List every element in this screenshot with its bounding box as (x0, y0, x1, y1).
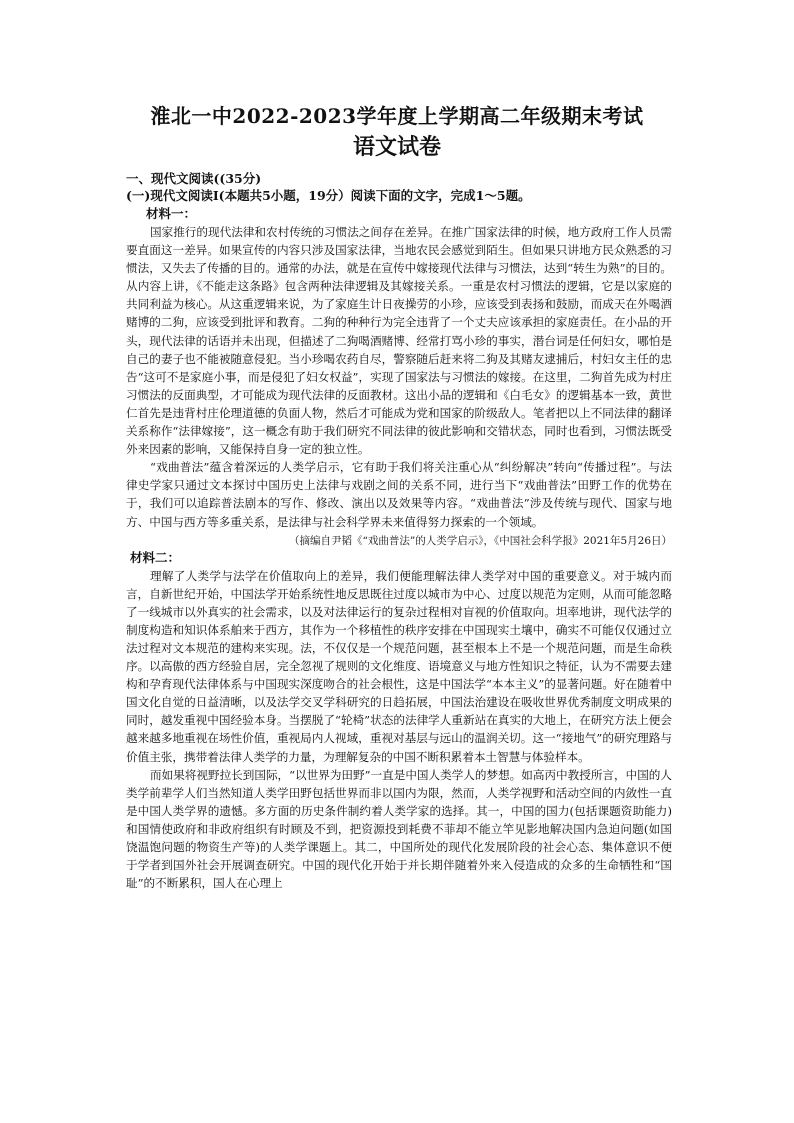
material-1-label: 材料一： (146, 206, 197, 221)
section-heading: 一、现代文阅读((35分) (126, 171, 262, 186)
material-2-label: 材料二： (130, 549, 181, 565)
material-2-paragraph: 理解了人类学与法学在价值取向上的差异，我们便能理解法律人类学对中国的重要意义。对于城内而言，自新世纪开始，中国法学开始系统性地反思既往过度以城市为中心、过度以规范为定则，从而可能忽略了一线城市以外真实的社会需求，以及对法律运行的复杂过程相对盲视的价值取向。坦率地讲，现代法学的制度构造和知识体系舶来于西方，其作为一个移植性的秩序安排在中国现实土壤中，确实不可能仅仅通过立法过程对文本规范的建构来实现。法，不仅仅是一个规范问题，甚至根本上不是一个规范问题，而是生命秩序。以高傲的西方经验自居，完全忽视了规则的文化维度、语境意义与地方性知识之特征，认为不需要去建构和孕育现代法律体系与中国现实深度吻合的社会根性，这是中国法学“本本主义”的显著问题。好在随着中国文化自觉的日益清晰，以及法学交叉学科研究的日趋拓展，中国法治建设在吸收世界优秀制度文明成果的同时，越发重视中国经验本身。当摆脱了“轮椅”状态的法律学人重新站在真实的大地上，在研究方法上便会越来越多地重视在场性价值，重视局内人视域，重视对基层与远山的温润关切。这一“接地气”的研究理路与价值主张，携带着法律人类学的力量，为理解复杂的中国不断积累着本土智慧与体验样本。 (126, 568, 672, 764)
material-1-paragraph: “戏曲普法”蕴含着深远的人类学启示，它有助于我们将关注重心从“纠纷解决”转向“传播过程”。与法律史学家只通过文本探讨中国历史上法律与戏剧之间的关系不同，进行当下“戏曲普法”田野工作的优势在于，我们可以追踪普法剧本的写作、修改、演出以及效果等内容。“戏曲普法”涉及传统与现代、国家与地方、中国与西方等多重关系，是法律与社会科学界未来值得努力探索的一个领域。 (126, 460, 672, 529)
exam-title: 淮北一中2022-2023学年度上学期高二年级期末考试 (150, 104, 644, 128)
material-2-paragraph: 而如果将视野拉长到国际，“以世界为田野”一直是中国人类学人的梦想。如高丙中教授所言，中国的人类学前辈学人们当然知道人类学田野包括世界而非以国内为限，然而，人类学视野和活动空间的内敛性一直是中国人类学界的遗憾。多方面的历史条件制约着人类学家的选择。其一，中国的国力(包括课题资助能力)和国情使政府和非政府组织有时顾及不到，把资源投到耗费不菲却不能立竿见影地解决国内急迫问题(如国饶温饱问题的物资生产等)的人类学课题上。其二，中国所处的现代化发展阶段的社会心态、集体意识不便于学者到国外社会开展调查研究。中国的现代化开始于并长期伴随着外来入侵造成的众多的生命牺牲和“国耻”的不断累积，国人在心理上 (126, 767, 672, 891)
material-1-citation: （摘编自尹韬《“戏曲普法”的人类学启示》，《中国社会科学报》2021年5月26日） (289, 534, 672, 547)
section-subheading: (一)现代文阅读I(本题共5小题，19分）阅读下面的文字，完成1～5题。 (126, 188, 531, 203)
exam-subtitle: 语文试卷 (352, 134, 441, 160)
exam-content (126, 170, 672, 892)
material-1-paragraph: 国家推行的现代法律和农村传统的习惯法之间存在差异。在推广国家法律的时候，地方政府工作人员需要直面这一差异。如果宣传的内容只涉及国家法律，当地农民会感觉到陌生。但如果只讲地方民众熟悉的习惯法，又失去了传播的目的。通常的办法，就是在宣传中嫁接现代法律与习惯法，达到“转生为熟”的目的。从内容上讲，《不能走这条路》包含两种法律逻辑及其嫁接关系。一重是农村习惯法的逻辑，它是以家庭的共同利益为核心。从这重逻辑来说，为了家庭生计日夜操劳的小珍，应该受到表扬和鼓励，而成天在外喝酒赌博的二狗，应该受到批评和教育。二狗的种种行为完全违背了一个丈夫应该承担的家庭责任。在小品的开头，现代法律的话语并未出现，但描述了二狗喝酒赌博、经常打骂小珍的事实，潜台词是任何妇女，哪怕是自己的妻子也不能被随意侵犯。当小珍喝农药自尽，警察随后赶来将二狗及其赌友逮捕后，村妇女主任的忠告“这可不是家庭小事，而是侵犯了妇女权益”，实现了国家法与习惯法的嫁接。在这里，二狗首先成为村庄习惯法的反面典型，才可能成为现代法律的反面教材。这出小品的逻辑和《白毛女》的逻辑基本一致，黄世仁首先是违背村庄伦理道德的负面人物，然后才可能成为党和国家的阶级敌人。笔者把以上不同法律的翻译关系称作“法律嫁接”，这一概念有助于我们研究不同法律的彼此影响和交错状态，同时也看到，习惯法既受外来因素的影响，又能保持自身一定的独立性。 (126, 225, 672, 457)
